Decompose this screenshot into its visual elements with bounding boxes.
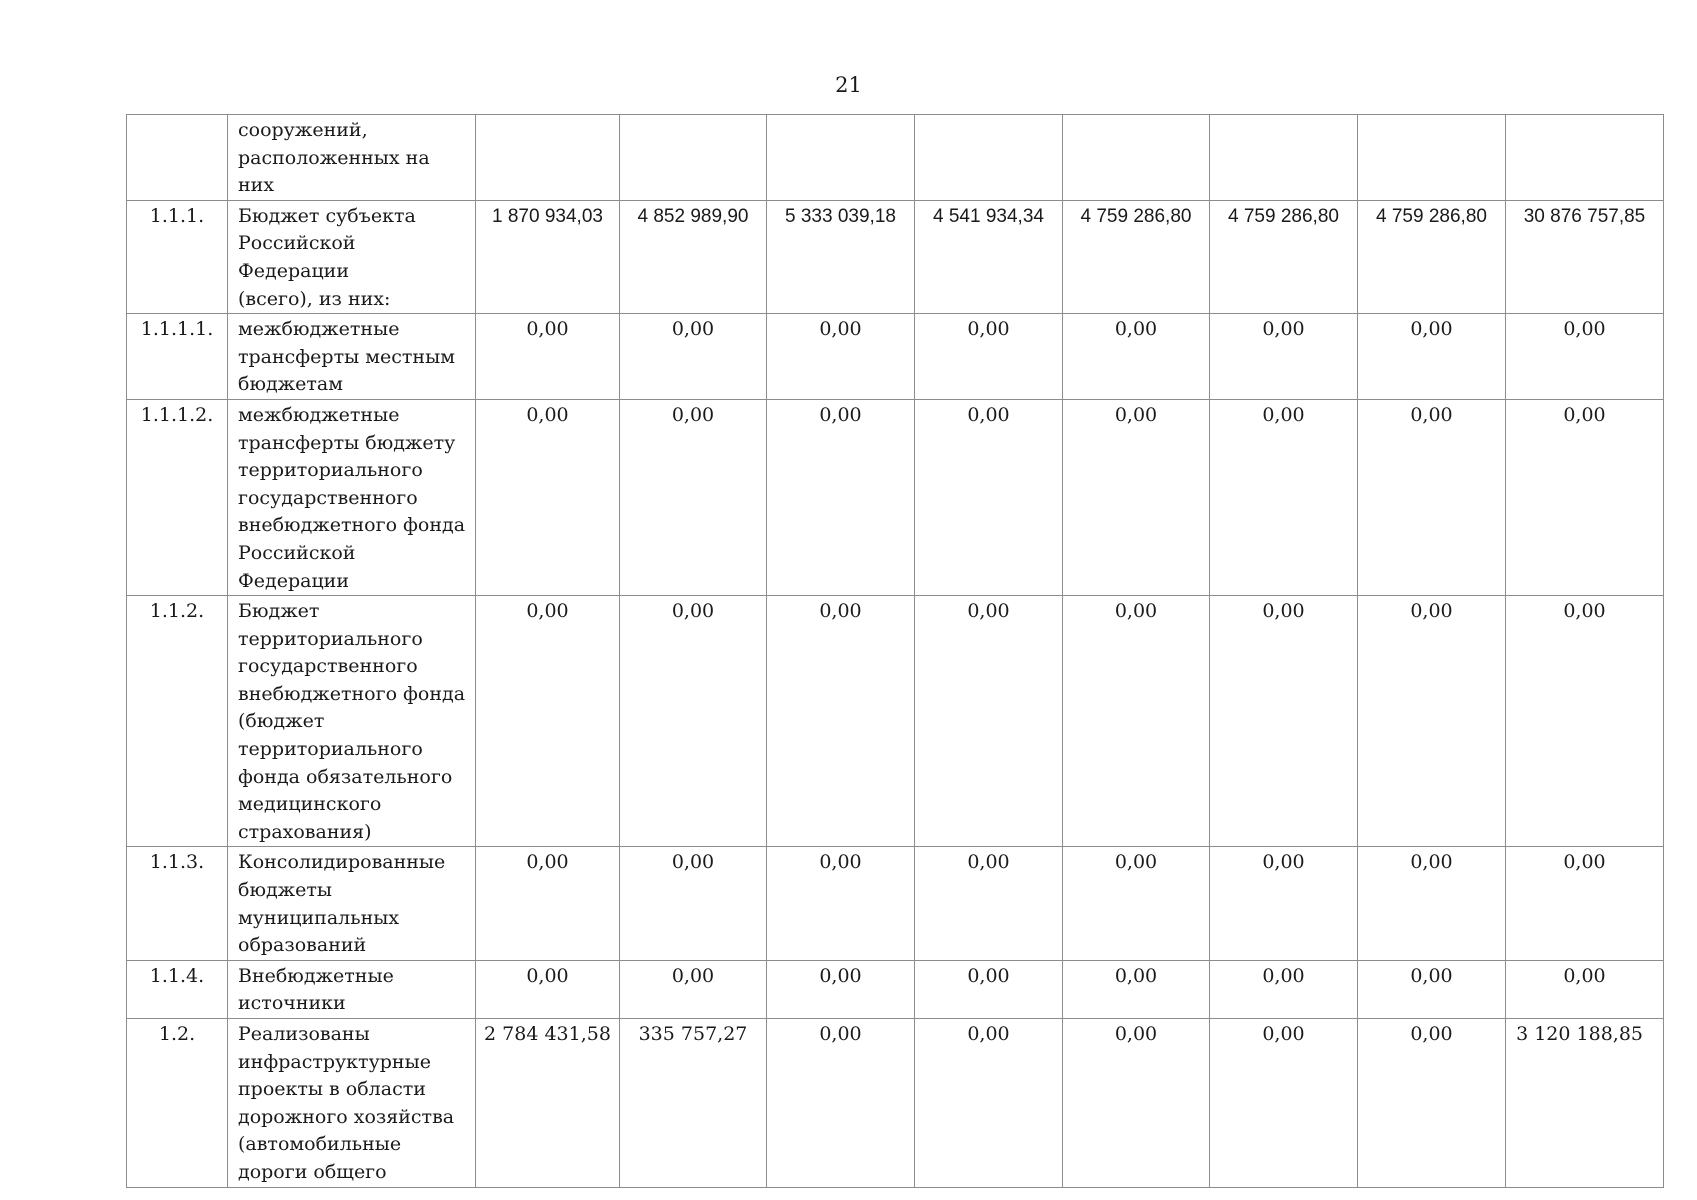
value-cell: 4 759 286,80 <box>1210 200 1358 313</box>
total-cell: 0,00 <box>1506 314 1664 400</box>
value-cell: 0,00 <box>1358 314 1506 400</box>
row-name-line: Российской Федерации <box>238 232 356 282</box>
value-cell: 0,00 <box>1063 596 1210 847</box>
row-name-cell <box>228 960 476 1018</box>
value-cell: 2 784 431,58 <box>476 1019 620 1188</box>
row-name-cell <box>228 847 476 960</box>
row-name-line: проекты в области <box>238 1078 426 1101</box>
value-cell: 335 757,27 <box>620 1019 767 1188</box>
value-cell: 0,00 <box>767 314 915 400</box>
row-name-line: Консолидированные <box>238 851 446 874</box>
total-cell: 3 120 188,85 <box>1506 1019 1664 1188</box>
row-name-line: инфраструктурные <box>238 1050 431 1073</box>
row-name-line: (бюджет <box>238 710 325 733</box>
value-cell: 0,00 <box>476 596 620 847</box>
row-number-cell <box>127 115 228 201</box>
row-name-line: образований <box>238 934 367 957</box>
table-row <box>127 960 1664 1018</box>
value-cell: 0,00 <box>767 399 915 595</box>
row-number-cell: 1.1.2. <box>127 596 228 847</box>
row-name-cell <box>228 596 476 847</box>
value-cell: 0,00 <box>767 847 915 960</box>
row-name-line: Бюджет <box>238 600 320 623</box>
value-cell: 0,00 <box>915 314 1063 400</box>
table-row <box>127 596 1664 847</box>
page-number: 21 <box>835 73 862 97</box>
row-name-line: Бюджет субъекта <box>238 204 416 227</box>
row-name-line: дороги общего <box>238 1160 387 1183</box>
value-cell: 0,00 <box>1210 399 1358 595</box>
value-cell: 0,00 <box>620 596 767 847</box>
row-name-line: (всего), из них: <box>238 287 391 310</box>
value-cell: 0,00 <box>767 960 915 1018</box>
row-name-line: муниципальных <box>238 906 400 929</box>
value-cell: 0,00 <box>620 847 767 960</box>
value-cell: 0,00 <box>476 399 620 595</box>
table-row <box>127 314 1664 400</box>
row-name-line: трансферты местным <box>238 345 455 368</box>
total-cell: 0,00 <box>1506 847 1664 960</box>
value-cell: 0,00 <box>915 399 1063 595</box>
value-cell: 0,00 <box>1358 399 1506 595</box>
value-cell: 0,00 <box>915 960 1063 1018</box>
table-row <box>127 399 1664 595</box>
row-name-cell <box>228 200 476 313</box>
total-cell: 0,00 <box>1506 399 1664 595</box>
row-name-line: расположенных на них <box>238 146 430 197</box>
total-cell: 30 876 757,85 <box>1506 200 1664 313</box>
row-name-line: сооружений, <box>238 119 368 141</box>
row-name-line: фонда обязательного <box>238 765 453 788</box>
value-cell: 0,00 <box>476 847 620 960</box>
value-cell <box>620 115 767 201</box>
value-cell: 1 870 934,03 <box>476 200 620 313</box>
value-cell <box>1063 115 1210 201</box>
budget-table <box>126 114 1664 1188</box>
value-cell: 4 541 934,34 <box>915 200 1063 313</box>
value-cell: 4 759 286,80 <box>1358 200 1506 313</box>
value-cell: 0,00 <box>1063 1019 1210 1188</box>
value-cell: 0,00 <box>620 960 767 1018</box>
row-number-cell: 1.1.1.1. <box>127 314 228 400</box>
table-row <box>127 115 1664 201</box>
value-cell: 0,00 <box>1358 960 1506 1018</box>
row-name-cell <box>228 314 476 400</box>
table-row <box>127 847 1664 960</box>
row-number-cell: 1.1.1.2. <box>127 399 228 595</box>
row-name-line: Реализованы <box>238 1023 370 1045</box>
row-name-line: межбюджетные <box>238 318 400 341</box>
value-cell: 0,00 <box>1063 960 1210 1018</box>
value-cell: 4 759 286,80 <box>1063 200 1210 313</box>
row-name-line: источники <box>238 992 346 1015</box>
table-row <box>127 1019 1664 1188</box>
row-name-line: территориального <box>238 459 423 482</box>
row-name-cell <box>228 1019 476 1188</box>
row-number-cell: 1.2. <box>127 1019 228 1188</box>
value-cell: 0,00 <box>1063 399 1210 595</box>
value-cell <box>1210 115 1358 201</box>
value-cell: 0,00 <box>476 314 620 400</box>
row-name-line: медицинского <box>238 793 382 816</box>
row-number-cell: 1.1.4. <box>127 960 228 1018</box>
row-name-line: государственного <box>238 655 418 678</box>
value-cell: 0,00 <box>1358 596 1506 847</box>
value-cell: 0,00 <box>476 960 620 1018</box>
value-cell: 0,00 <box>1210 596 1358 847</box>
row-number-cell: 1.1.1. <box>127 200 228 313</box>
value-cell: 0,00 <box>1358 1019 1506 1188</box>
value-cell: 0,00 <box>1210 847 1358 960</box>
value-cell: 5 333 039,18 <box>767 200 915 313</box>
row-name-cell <box>228 399 476 595</box>
row-name-line: внебюджетного фонда <box>238 682 466 705</box>
row-name-line: (автомобильные <box>238 1133 402 1156</box>
row-name-line: бюджетам <box>238 373 344 396</box>
row-name-line: внебюджетного фонда <box>238 514 466 537</box>
table-row <box>127 200 1664 313</box>
value-cell: 0,00 <box>620 399 767 595</box>
value-cell: 0,00 <box>1063 314 1210 400</box>
row-name-line: Внебюджетные <box>238 964 394 987</box>
value-cell: 0,00 <box>767 1019 915 1188</box>
value-cell: 4 852 989,90 <box>620 200 767 313</box>
row-name-line: межбюджетные <box>238 403 400 426</box>
value-cell: 0,00 <box>915 1019 1063 1188</box>
row-name-line: страхования) <box>238 820 372 843</box>
row-name-cell <box>228 115 476 201</box>
row-name-line: территориального <box>238 627 423 650</box>
value-cell: 0,00 <box>1210 960 1358 1018</box>
value-cell: 0,00 <box>915 847 1063 960</box>
row-name-line: государственного <box>238 486 418 509</box>
row-name-line: бюджеты <box>238 879 333 902</box>
row-number-cell: 1.1.3. <box>127 847 228 960</box>
value-cell <box>915 115 1063 201</box>
value-cell: 0,00 <box>1210 1019 1358 1188</box>
value-cell: 0,00 <box>1358 847 1506 960</box>
value-cell: 0,00 <box>1210 314 1358 400</box>
total-cell: 0,00 <box>1506 960 1664 1018</box>
row-name-line: Российской Федерации <box>238 541 356 592</box>
total-cell: 0,00 <box>1506 596 1664 847</box>
total-cell <box>1506 115 1664 201</box>
row-name-line: трансферты бюджету <box>238 431 456 454</box>
row-name-line: дорожного хозяйства <box>238 1105 455 1128</box>
value-cell <box>767 115 915 201</box>
value-cell: 0,00 <box>1063 847 1210 960</box>
value-cell: 0,00 <box>915 596 1063 847</box>
value-cell: 0,00 <box>767 596 915 847</box>
value-cell <box>476 115 620 201</box>
value-cell <box>1358 115 1506 201</box>
value-cell: 0,00 <box>620 314 767 400</box>
row-name-line: территориального <box>238 738 423 761</box>
